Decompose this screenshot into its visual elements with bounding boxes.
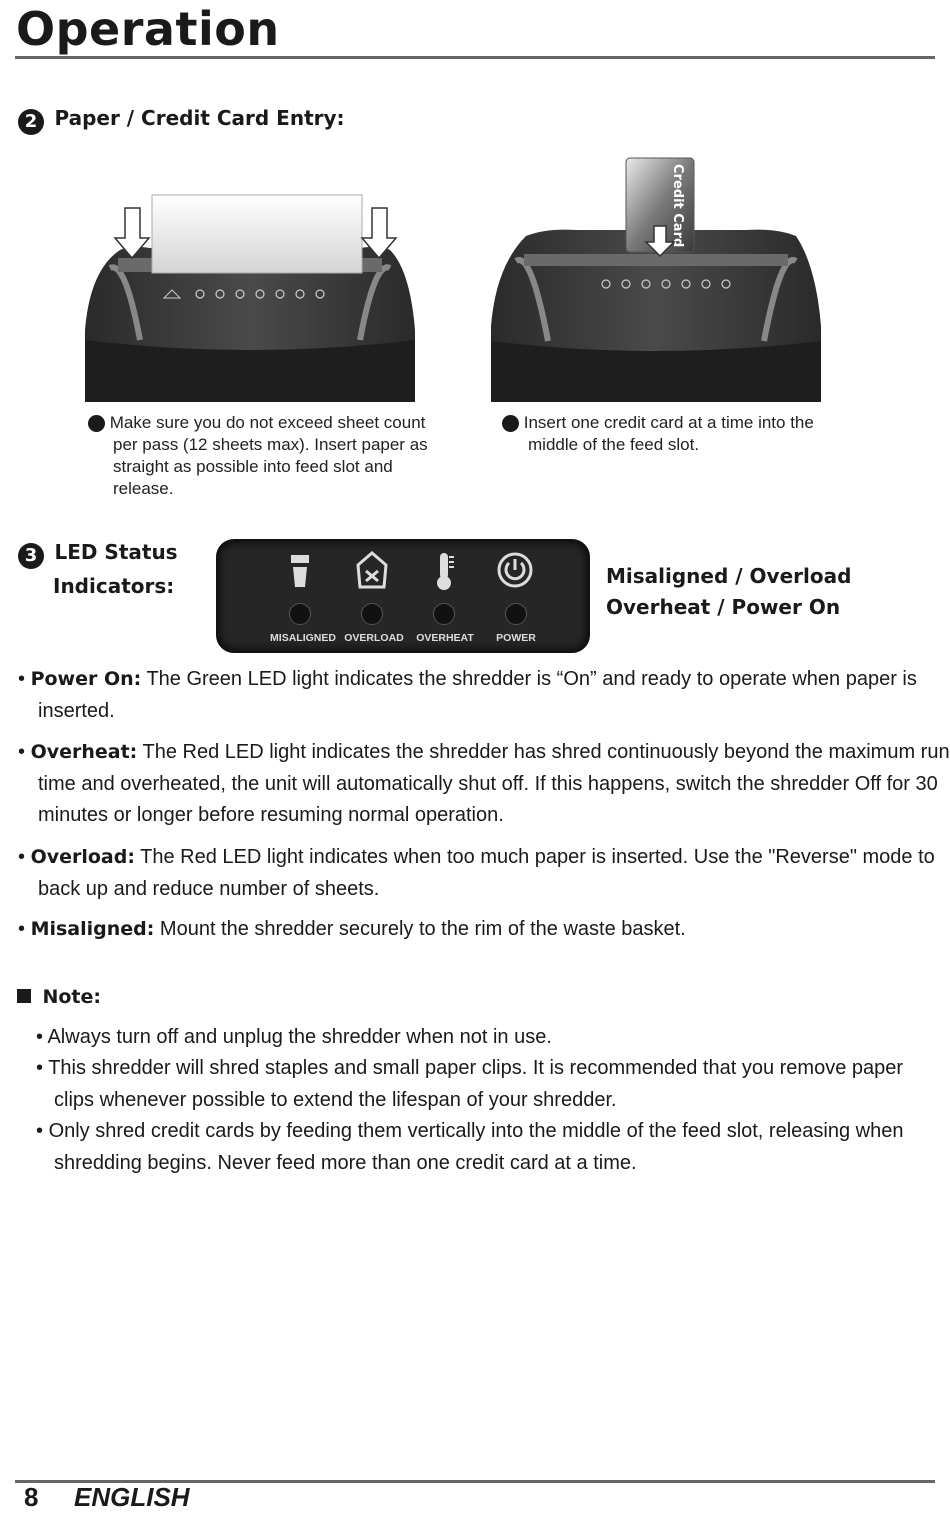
led-power	[505, 603, 527, 625]
bullet-text: The Red LED light indicates the shredder has shred continuously beyond the maximum run time and overheated, the unit will automatically shut off. If this happens, switch the shredder Off for 30 minutes or longer before resuming normal operation.	[38, 741, 950, 826]
bullet-overheat: • Overheat: The Red LED light indicates the shredder has shred continuously beyond the maximum run time and overheated, the unit will automatically shut off. If this happens, switch the shredder Off for 30 minutes or longer before resuming normal operation.	[18, 741, 950, 826]
label-overheat: OVERHEAT	[416, 632, 474, 644]
step1-caption	[79, 412, 443, 500]
led-legend-line1: Misaligned / Overload	[606, 564, 852, 588]
card-print: Credit Card	[670, 164, 685, 248]
page-title: Operation	[16, 2, 280, 56]
page-number: 8	[24, 1482, 39, 1512]
step2-caption	[493, 412, 848, 456]
section2-number: 2	[18, 109, 44, 135]
label-power: POWER	[496, 632, 536, 644]
note-item-text: Only shred credit cards by feeding them vertically into the middle of the feed slot, releasing when shredding begins. Never feed more than one credit card at a time.	[48, 1120, 904, 1174]
note-item-text: Always turn off and unplug the shredder when not in use.	[47, 1026, 552, 1048]
led-panel	[216, 539, 590, 653]
trash-bin-icon	[286, 553, 316, 589]
led-overheat	[433, 603, 455, 625]
bullet-text: The Green LED light indicates the shredder is “On” and ready to operate when paper is inserted.	[38, 668, 917, 722]
note-item: • Always turn off and unplug the shredder when not in use.	[36, 1026, 552, 1048]
bullet-term: Power On:	[30, 668, 142, 690]
step1-number: 1	[88, 415, 105, 432]
note-item: • This shredder will shred staples and small paper clips. It is recommended that you remove paper clips whenever possible to extend the lifespan of your shredder.	[36, 1057, 904, 1111]
section3-heading	[18, 540, 178, 569]
bullet-overload: • Overload: The Red LED light indicates when too much paper is inserted. Use the "Reverse" mode to back up and reduce number of sheets.	[18, 846, 935, 900]
bullet-term: Overload:	[30, 846, 135, 868]
power-icon	[496, 551, 534, 589]
step1-text: Make sure you do not exceed sheet count per pass (12 sheets max). Insert paper as straight as possible into feed slot and release.	[109, 413, 428, 498]
bullet-term: Overheat:	[30, 741, 138, 763]
bullet-misaligned: • Misaligned: Mount the shredder securely to the rim of the waste basket.	[18, 918, 686, 940]
header-rule	[15, 56, 935, 59]
shredder-card-illustration	[486, 156, 826, 402]
section3-heading-line2: Indicators:	[53, 574, 175, 598]
section2-heading	[18, 106, 345, 135]
section3-number: 3	[18, 543, 44, 569]
footer-language: ENGLISH	[74, 1482, 190, 1512]
shredder-paper-illustration	[80, 190, 420, 402]
label-misaligned: MISALIGNED	[270, 632, 336, 644]
note-heading-text: Note:	[42, 986, 101, 1008]
square-bullet-icon	[17, 989, 31, 1003]
bullet-text: The Red LED light indicates when too much paper is inserted. Use the "Reverse" mode to back up and reduce number of sheets.	[38, 846, 935, 900]
led-legend-line2: Overheat / Power On	[606, 595, 841, 619]
led-overload	[361, 603, 383, 625]
label-overload: OVERLOAD	[344, 632, 404, 644]
section2-heading-text: Paper / Credit Card Entry:	[54, 106, 345, 130]
step2-text: Insert one credit card at a time into the middle of the feed slot.	[523, 413, 814, 454]
bullet-power-on: • Power On: The Green LED light indicates the shredder is “On” and ready to operate when paper is inserted.	[18, 668, 917, 722]
note-heading	[17, 986, 101, 1008]
bullet-term: Misaligned:	[30, 918, 155, 940]
bullet-text: Mount the shredder securely to the rim of the waste basket.	[154, 918, 686, 940]
section3-heading-line1: LED Status	[54, 540, 178, 564]
overload-paper-icon	[354, 551, 390, 589]
note-item-text: This shredder will shred staples and small paper clips. It is recommended that you remove paper clips whenever possible to extend the lifespan of your shredder.	[48, 1057, 904, 1111]
led-misaligned	[289, 603, 311, 625]
thermometer-icon	[432, 551, 456, 591]
step2-number: 2	[502, 415, 519, 432]
note-item: • Only shred credit cards by feeding them vertically into the middle of the feed slot, releasing when shredding begins. Never feed more than one credit card at a time.	[36, 1120, 904, 1174]
